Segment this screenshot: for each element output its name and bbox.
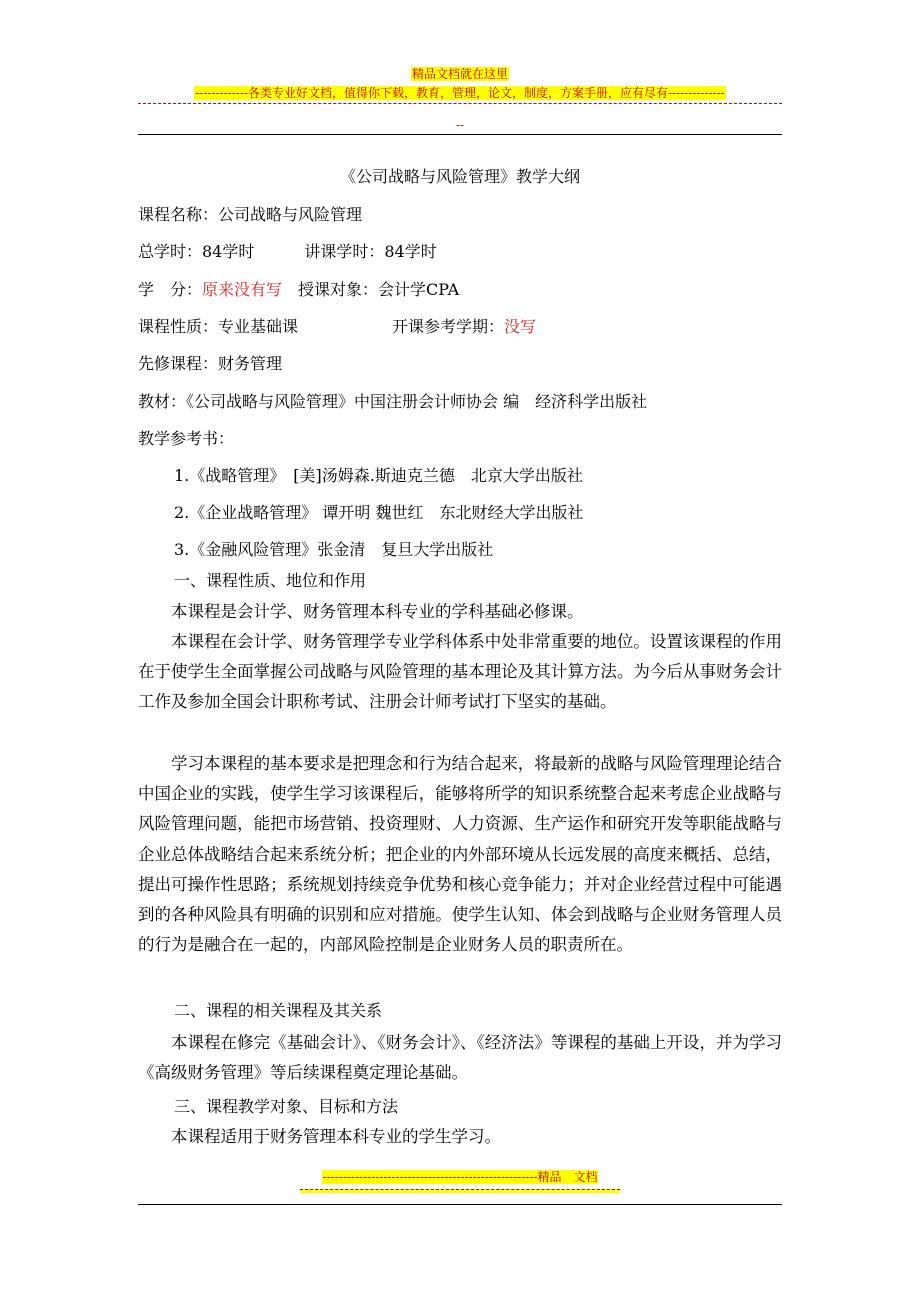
footer-banner	[0, 1169, 920, 1185]
textbook: 教材：《公司战略与风险管理》中国注册会计师协会 编 经济科学出版社	[138, 392, 648, 411]
credit-line	[138, 278, 459, 302]
footer-text: -----------------------------------------------------精品 文档	[322, 1170, 598, 1184]
footer-dashed-rule	[300, 1189, 620, 1193]
section-heading-3: 三、课程教学对象、目标和方法	[174, 1097, 399, 1116]
sec1-paragraph-3: 学习本课程的基本要求是把理念和行为结合起来，将最新的战略与风险管理理论结合中国企业的实践，使学生学习该课程后，能够将所学的知识系统整合起来考虑企业战略与风险管理问题，能把市场营销、投资理财、人力资源、生产运作和研究开发等职能战略与企业总体战略结合起来系统分析；把企业的内外部环境从长远发展的高度来概括、总结，提出可操作性思路；系统规划持续竞争优势和核心竞争能力；并对企业经营过程中可能遇到的各种风险具有明确的识别和应对措施。使学生认知、体会到战略与企业财务管理人员的行为是融合在一起的，内部风险控制是企业财务人员的职责所在。	[138, 754, 782, 955]
term-label: 开课参考学期：	[392, 317, 505, 336]
reference-item: 1.《战略管理》 [美]汤姆森.斯迪克兰德 北京大学出版社	[174, 466, 583, 485]
footer-rule	[138, 1204, 782, 1205]
header-banner-slogan	[0, 85, 920, 101]
header-rule	[138, 134, 782, 135]
course-nature: 课程性质：专业基础课	[138, 317, 299, 336]
header-dash-tail: --	[455, 118, 465, 132]
hours-lecture: 讲课学时：84学时	[304, 242, 437, 261]
header-title-text: 精品文档就在这里	[411, 67, 508, 81]
sec1-paragraph-1: 本课程是会计学、财务管理本科专业的学科基础必修课。	[171, 602, 584, 621]
sec2-paragraph-1: 本课程在修完《基础会计》、《财务会计》、《经济法》等课程的基础上开设，并为学习《高级财务管理》等后续课程奠定理论基础。	[138, 1033, 782, 1083]
nature-line	[138, 315, 536, 339]
section-heading-2: 二、课程的相关课程及其关系	[174, 1001, 383, 1020]
hours-line	[138, 240, 437, 264]
header-slogan-text: -------------各类专业好文档，值得你下载，教育，管理，论文，制度，方案手册，应有尽有--------------	[195, 86, 725, 100]
hours-total: 总学时：84学时	[138, 242, 255, 261]
header-banner-title	[0, 66, 920, 82]
term-value: 没写	[504, 317, 537, 336]
sec1-paragraph-2: 本课程在会计学、财务管理学专业学科体系中处非常重要的地位。设置该课程的作用在于使学生全面掌握公司战略与风险管理的基本理论及其计算方法。为今后从事财务会计工作及参加全国会计职称考试、注册会计师考试打下坚实的基础。	[138, 632, 782, 712]
prerequisite: 先修课程：财务管理	[138, 354, 283, 373]
reference-item: 2.《企业战略管理》 谭开明 魏世红 东北财经大学出版社	[174, 503, 584, 522]
audience: 授课对象：会计学CPA	[298, 280, 460, 299]
course-name: 课程名称：公司战略与风险管理	[138, 205, 363, 224]
reference-item: 3.《金融风险管理》张金清 复旦大学出版社	[174, 540, 494, 559]
doc-title: 《公司战略与风险管理》教学大纲	[339, 167, 580, 186]
section-heading-1: 一、课程性质、地位和作用	[174, 571, 367, 590]
credit-label: 学 分：	[138, 280, 203, 299]
header-dashed-rule	[138, 103, 782, 116]
credit-value: 原来没有写	[202, 280, 283, 299]
sec3-paragraph-1: 本课程适用于财务管理本科专业的学生学习。	[171, 1127, 501, 1146]
references-label: 教学参考书：	[138, 429, 235, 448]
